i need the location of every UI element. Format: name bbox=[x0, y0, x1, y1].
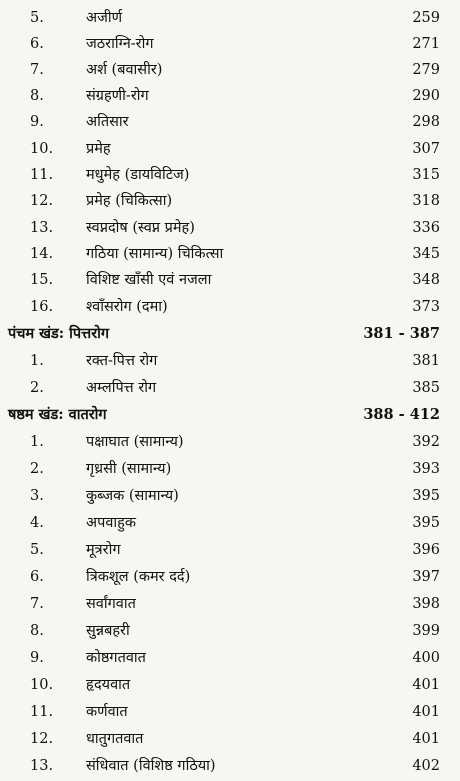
entry-number: 11. bbox=[30, 704, 54, 720]
toc-entry bbox=[0, 457, 460, 481]
entry-number: 16. bbox=[30, 299, 54, 315]
toc-entry bbox=[0, 163, 460, 187]
entry-title: कुब्जक (सामान्य) bbox=[86, 488, 179, 504]
entry-number: 9. bbox=[30, 114, 44, 130]
entry-page: 307 bbox=[412, 141, 440, 157]
entry-page: 401 bbox=[412, 677, 440, 693]
entry-page: 259 bbox=[412, 10, 440, 26]
entry-title: अर्श (बवासीर) bbox=[86, 62, 163, 78]
entry-page: 315 bbox=[412, 167, 440, 183]
toc-entry bbox=[0, 565, 460, 589]
entry-page: 392 bbox=[412, 434, 440, 450]
entry-title: कर्णवात bbox=[86, 704, 128, 720]
toc-entry bbox=[0, 538, 460, 562]
entry-title: अम्लपित्त रोग bbox=[86, 380, 157, 396]
entry-title: सुन्नबहरी bbox=[86, 623, 130, 639]
entry-title: कोष्ठगतवात bbox=[86, 650, 146, 666]
entry-title: प्रमेह bbox=[86, 141, 111, 157]
toc-entry bbox=[0, 484, 460, 508]
entry-number: 6. bbox=[30, 36, 44, 52]
entry-page: 401 bbox=[412, 731, 440, 747]
entry-title: जठराग्नि-रोग bbox=[86, 36, 154, 52]
entry-title: प्रमेह (चिकित्सा) bbox=[86, 193, 173, 209]
entry-page: 397 bbox=[412, 569, 440, 585]
entry-number: 3. bbox=[30, 488, 44, 504]
entry-number: 2. bbox=[30, 461, 44, 477]
entry-number: 11. bbox=[30, 167, 54, 183]
entry-number: 1. bbox=[30, 353, 44, 369]
toc-section-heading bbox=[0, 403, 460, 427]
entry-page: 290 bbox=[412, 88, 440, 104]
section-page-range: 381 - 387 bbox=[363, 325, 440, 342]
toc-entry bbox=[0, 6, 460, 30]
entry-number: 5. bbox=[30, 10, 44, 26]
entry-page: 298 bbox=[412, 114, 440, 130]
toc-entry bbox=[0, 754, 460, 778]
entry-title: सर्वांगवात bbox=[86, 596, 136, 612]
entry-page: 318 bbox=[412, 193, 440, 209]
entry-number: 10. bbox=[30, 141, 54, 157]
entry-number: 8. bbox=[30, 88, 44, 104]
toc-entry bbox=[0, 592, 460, 616]
entry-page: 398 bbox=[412, 596, 440, 612]
entry-page: 395 bbox=[412, 488, 440, 504]
toc-entry bbox=[0, 189, 460, 213]
entry-page: 373 bbox=[412, 299, 440, 315]
entry-number: 13. bbox=[30, 758, 54, 774]
toc-section-heading bbox=[0, 322, 460, 346]
toc-entry bbox=[0, 619, 460, 643]
entry-page: 381 bbox=[412, 353, 440, 369]
entry-title: संधिवात (विशिष्ठ गठिया) bbox=[86, 758, 216, 774]
toc-entry bbox=[0, 349, 460, 373]
entry-number: 12. bbox=[30, 193, 54, 209]
entry-number: 4. bbox=[30, 515, 44, 531]
toc-entry bbox=[0, 84, 460, 108]
entry-page: 393 bbox=[412, 461, 440, 477]
entry-title: रक्त-पित्त रोग bbox=[86, 353, 158, 369]
entry-title: त्रिकशूल (कमर दर्द) bbox=[86, 569, 191, 585]
entry-number: 13. bbox=[30, 220, 54, 236]
toc-entry bbox=[0, 646, 460, 670]
toc-entry bbox=[0, 268, 460, 292]
entry-page: 385 bbox=[412, 380, 440, 396]
toc-entry bbox=[0, 511, 460, 535]
entry-number: 2. bbox=[30, 380, 44, 396]
section-page-range: 388 - 412 bbox=[363, 406, 440, 423]
entry-page: 345 bbox=[412, 246, 440, 262]
entry-page: 336 bbox=[412, 220, 440, 236]
entry-title: अतिसार bbox=[86, 114, 129, 130]
toc-entry bbox=[0, 295, 460, 319]
entry-title: श्वाँसरोग (दमा) bbox=[86, 299, 168, 315]
entry-title: अपवाहुक bbox=[86, 515, 136, 531]
toc-entry bbox=[0, 376, 460, 400]
toc-entry bbox=[0, 58, 460, 82]
entry-page: 395 bbox=[412, 515, 440, 531]
entry-title: अजीर्ण bbox=[86, 10, 123, 26]
entry-page: 399 bbox=[412, 623, 440, 639]
entry-number: 7. bbox=[30, 62, 44, 78]
entry-title: स्वप्नदोष (स्वप्न प्रमेह) bbox=[86, 220, 195, 236]
entry-number: 5. bbox=[30, 542, 44, 558]
entry-number: 9. bbox=[30, 650, 44, 666]
entry-number: 1. bbox=[30, 434, 44, 450]
section-title: षष्ठम खंड: वातरोग bbox=[8, 406, 107, 423]
entry-number: 6. bbox=[30, 569, 44, 585]
toc-entry bbox=[0, 727, 460, 751]
toc-entry bbox=[0, 242, 460, 266]
entry-title: हृदयवात bbox=[86, 677, 131, 693]
entry-title: गठिया (सामान्य) चिकित्सा bbox=[86, 246, 224, 262]
entry-number: 10. bbox=[30, 677, 54, 693]
toc-entry bbox=[0, 673, 460, 697]
entry-number: 12. bbox=[30, 731, 54, 747]
entry-title: मधुमेह (डायविटिज) bbox=[86, 167, 190, 183]
entry-page: 348 bbox=[412, 272, 440, 288]
entry-number: 8. bbox=[30, 623, 44, 639]
entry-title: पक्षाघात (सामान्य) bbox=[86, 434, 184, 450]
entry-page: 401 bbox=[412, 704, 440, 720]
entry-page: 400 bbox=[412, 650, 440, 666]
entry-page: 402 bbox=[412, 758, 440, 774]
entry-number: 14. bbox=[30, 246, 54, 262]
entry-title: संग्रहणी-रोग bbox=[86, 88, 149, 104]
entry-title: धातुगतवात bbox=[86, 731, 144, 747]
toc-entry bbox=[0, 137, 460, 161]
entry-page: 279 bbox=[412, 62, 440, 78]
toc-entry bbox=[0, 430, 460, 454]
section-title: पंचम खंड: पित्तरोग bbox=[8, 325, 110, 342]
entry-page: 271 bbox=[412, 36, 440, 52]
entry-title: विशिष्ट खाँसी एवं नजला bbox=[86, 272, 212, 288]
toc-entry bbox=[0, 700, 460, 724]
entry-title: मूत्ररोग bbox=[86, 542, 121, 558]
entry-title: गृध्रसी (सामान्य) bbox=[86, 461, 172, 477]
toc-entry bbox=[0, 216, 460, 240]
entry-page: 396 bbox=[412, 542, 440, 558]
entry-number: 15. bbox=[30, 272, 54, 288]
toc-entry bbox=[0, 32, 460, 56]
entry-number: 7. bbox=[30, 596, 44, 612]
toc-entry bbox=[0, 110, 460, 134]
